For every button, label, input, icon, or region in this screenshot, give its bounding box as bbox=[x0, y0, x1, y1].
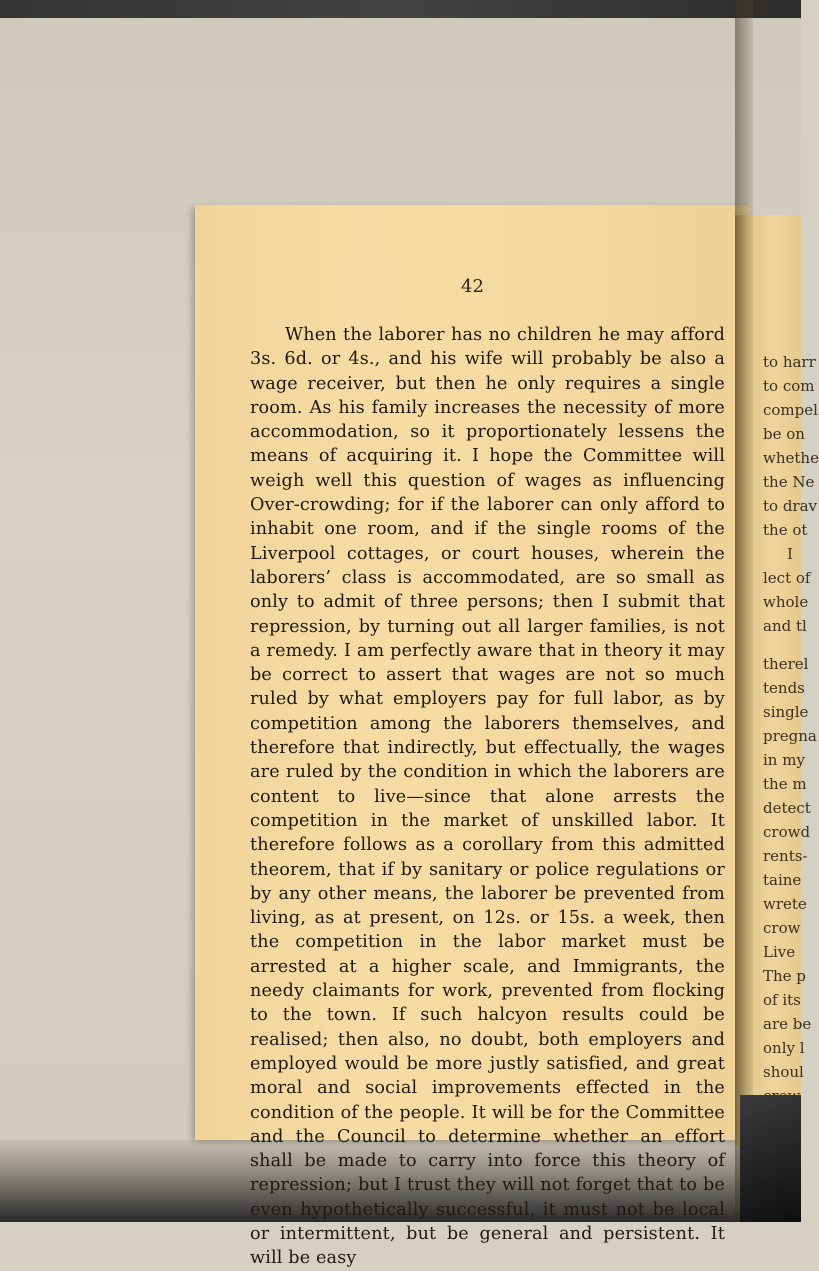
fragment-line: tends bbox=[763, 679, 805, 697]
fragment-line: crowd bbox=[763, 823, 811, 841]
fragment-line: crow bbox=[763, 919, 801, 937]
fragment-line: wrete bbox=[763, 895, 807, 913]
book-gutter-shadow bbox=[735, 0, 753, 1222]
fragment-line: are be bbox=[763, 1015, 812, 1033]
page-number: 42 bbox=[461, 276, 484, 297]
fragment-line: shoul bbox=[763, 1063, 804, 1081]
fragment-line: the ot bbox=[763, 521, 808, 539]
fragment-line: The p bbox=[763, 967, 806, 985]
fragment-line: be on bbox=[763, 425, 805, 443]
scan-corner-shadow bbox=[740, 1095, 801, 1222]
fragment-line: therel bbox=[763, 655, 809, 673]
fragment-line: whethe bbox=[763, 449, 819, 467]
fragment-line: detect bbox=[763, 799, 811, 817]
fragment-line: lect of bbox=[763, 569, 811, 587]
scan-top-edge bbox=[0, 0, 801, 18]
book-page bbox=[195, 205, 750, 1269]
body-paragraph: When the laborer has no children he may afford 3s. 6d. or 4s., and his wife will probably be also a wage receiver, but then he only requires a single room. As his family increases the necessity of more accommodation, so it proportionately lessens the means of acquiring it. I hope the Committee will weigh well this question of wages as influencing Over-crowding; for if the laborer can only afford to inhabit one room, and if the single rooms of the Liverpool cottages, or court houses, wherein the laborers’ class is accommodated, are so small as only to admit of three persons; then I submit that repression, by turning out all larger families, is not a remedy. I am perfectly aware that in theory it may be correct to assert that wages are not so much ruled by what employers pay for full labor, as by competition among the laborers themselves, and therefore that indirectly, but effectually, the wages are ruled by the condition in which the laborers are content to live—since that alone arrests the competition in the market of unskilled labor. It therefore follows as a corollary from this admitted theorem, that if by sanitary or police regulations or by any other means, the laborer be prevented from living, as at present, on 12s. or 15s. a week, then the competition in the labor market must be arrested at a higher scale, and Immigrants, the needy claimants for work, prevented from flocking to the town. If such halcyon results could be realised; then also, no doubt, both employers and employed would be more justly satisfied, and great moral and social improvements effected in the condition of the people. It will be for the Committee and the Council to determine whether an effort shall be made to carry into force this theory of repression; but I trust they will not forget that to be even hypothetically successful, it must not be local or intermittent, but be general and persistent. It will be easy bbox=[250, 325, 725, 1269]
fragment-line: in my bbox=[763, 751, 805, 769]
fragment-line: taine bbox=[763, 871, 802, 889]
fragment-line: to com bbox=[763, 377, 815, 395]
fragment-line: to harr bbox=[763, 353, 816, 371]
fragment-line: only l bbox=[763, 1039, 805, 1057]
fragment-line: whole bbox=[763, 593, 809, 611]
fragment-line: rents- bbox=[763, 847, 808, 865]
fragment-line: and tl bbox=[763, 617, 807, 635]
fragment-line: I bbox=[787, 545, 793, 563]
fragment-line: pregna bbox=[763, 727, 817, 745]
fragment-line: the m bbox=[763, 775, 807, 793]
fragment-line: the Ne bbox=[763, 473, 815, 491]
fragment-line: compel bbox=[763, 401, 818, 419]
fragment-line: to drav bbox=[763, 497, 818, 515]
fragment-line: of its bbox=[763, 991, 801, 1009]
fragment-line: Live bbox=[763, 943, 796, 961]
fragment-line: single bbox=[763, 703, 809, 721]
